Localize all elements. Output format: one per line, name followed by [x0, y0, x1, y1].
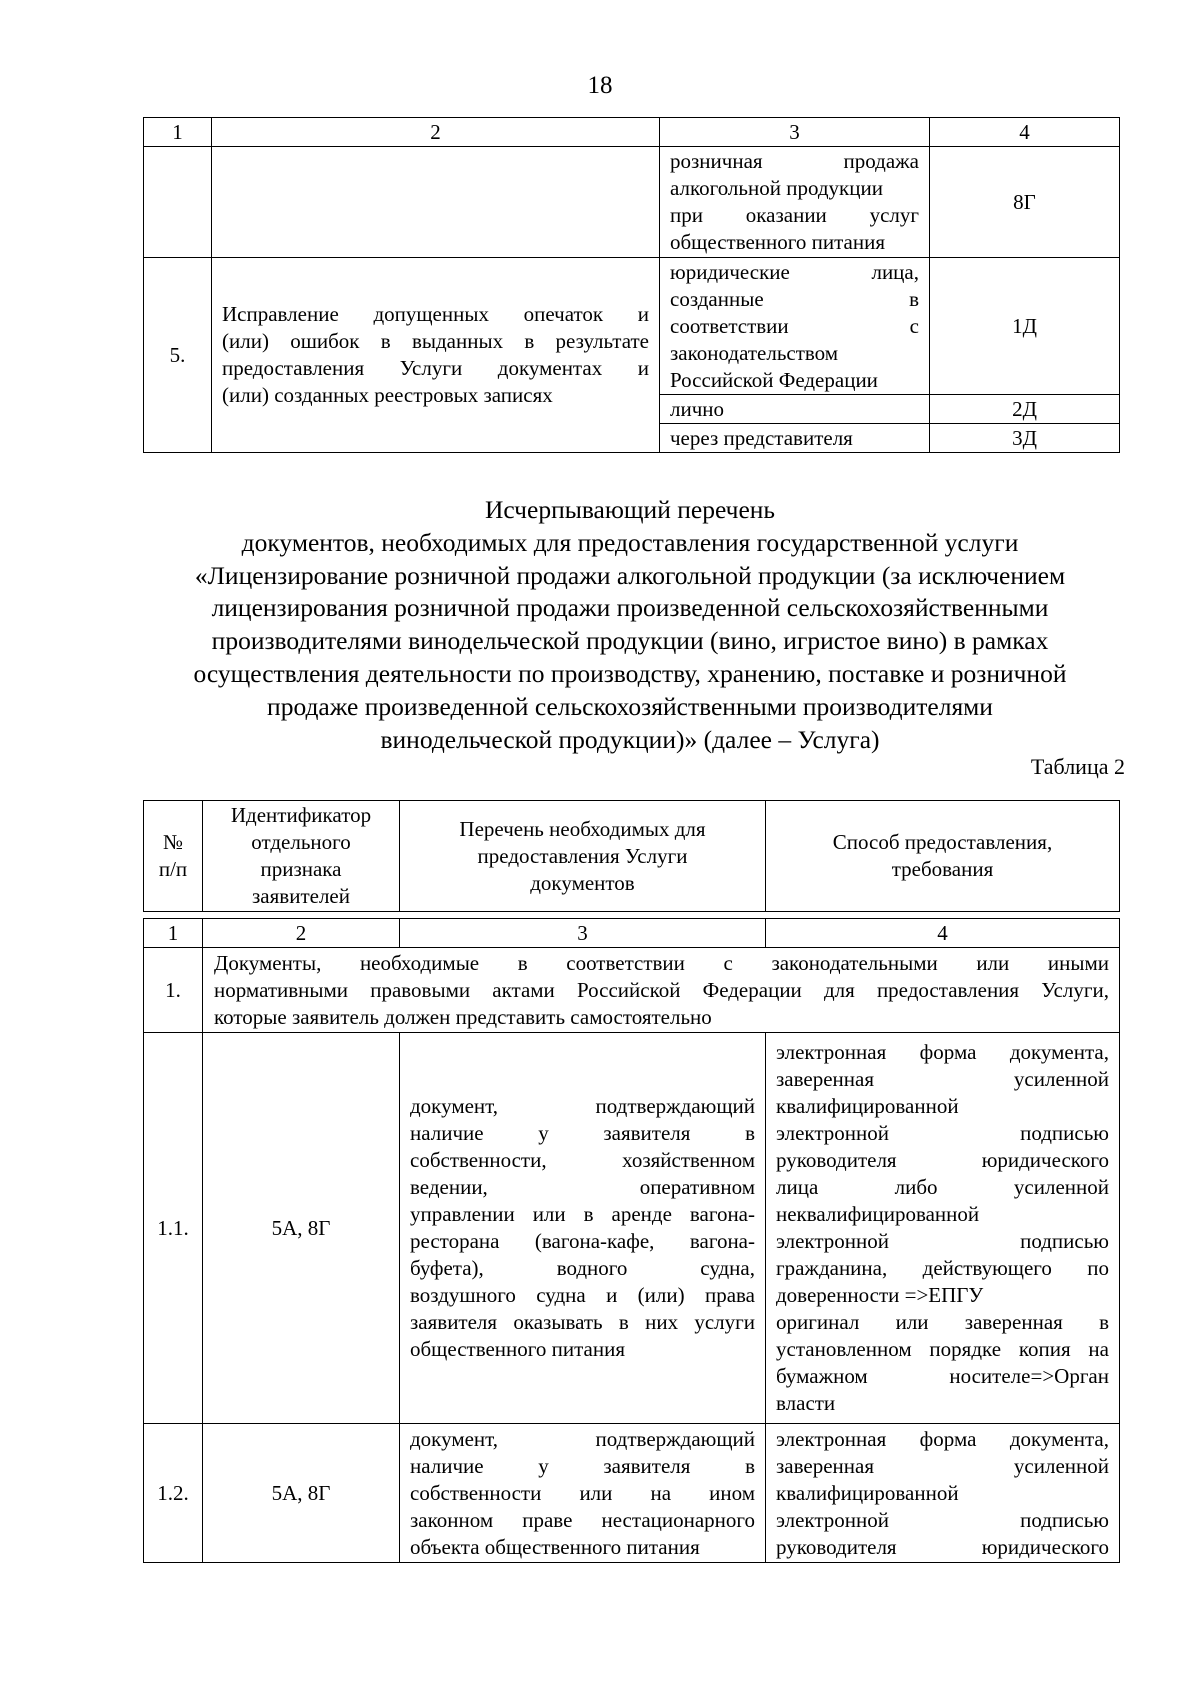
applicant-identifiers: 5А, 8Г — [203, 1033, 400, 1424]
text-line: оригинал или заверенная в — [776, 1310, 1109, 1334]
header-identifier — [203, 801, 400, 912]
column-number: 2 — [212, 118, 660, 147]
text-line: собственности, хозяйственном — [410, 1148, 755, 1172]
table-row — [144, 147, 1120, 258]
text-line: отдельного — [251, 830, 351, 854]
text-line: наличие у заявителя в — [410, 1453, 755, 1478]
text-line: ресторана (вагона-кафе, вагона- — [410, 1229, 755, 1253]
row-number: 1.1. — [144, 1033, 203, 1424]
row-name-empty — [212, 147, 660, 258]
text-line: п/п — [158, 857, 188, 881]
variant-code: 2Д — [930, 395, 1120, 424]
row-number: 1. — [144, 948, 203, 1033]
document-description — [400, 1424, 766, 1563]
service-result-name — [212, 258, 660, 453]
column-number: 1 — [144, 118, 212, 147]
page-number: 18 — [587, 72, 613, 99]
text-line: предоставления Услуги документах и — [222, 356, 649, 380]
text-line: электронной подписью — [776, 1229, 1109, 1253]
text-line: которые заявитель должен представить самостоятельно — [214, 1004, 712, 1029]
submission-method — [766, 1424, 1120, 1563]
text-line: руководителя юридического — [776, 1148, 1109, 1172]
text-line: заявителя оказывать в них услуги — [410, 1310, 755, 1334]
text-line: Исправление допущенных опечаток и — [222, 302, 649, 326]
text-line: Перечень необходимых для — [459, 816, 706, 841]
text-line: Документы, необходимые в соответствии с законодательными или иными — [214, 950, 1109, 975]
text-line: бумажном носителе=>Орган — [776, 1364, 1109, 1388]
text-line: воздушного судна и (или) права — [410, 1283, 755, 1307]
row-number-empty — [144, 147, 212, 258]
text-line: (или) ошибок в выданных в результате — [222, 329, 649, 353]
text-line: ведении, оперативном — [410, 1175, 755, 1199]
text-line: заверенная усиленной — [776, 1453, 1109, 1478]
table-header-row — [144, 801, 1120, 912]
text-line: квалифицированной — [776, 1480, 959, 1505]
text-line: Идентификатор — [230, 803, 372, 827]
text-line: наличие у заявителя в — [410, 1121, 755, 1145]
text-line: квалифицированной — [776, 1094, 959, 1118]
text-line: документ, подтверждающий — [410, 1426, 755, 1451]
text-line: № — [162, 830, 184, 854]
title-line: Исчерпывающий перечень — [484, 495, 776, 524]
text-line: (или) созданных реестровых записях — [222, 383, 553, 407]
applicant-identifiers: 5А, 8Г — [203, 1424, 400, 1563]
documents-table — [143, 800, 1120, 1563]
text-line: установленном порядке копия на — [776, 1337, 1109, 1361]
text-line: руководителя юридического — [776, 1534, 1109, 1559]
text-line: гражданина, действующего по — [776, 1256, 1109, 1280]
text-line: буфета), водного судна, — [410, 1256, 755, 1280]
variant-description: лично — [660, 395, 930, 424]
column-number: 4 — [766, 919, 1120, 948]
text-line: власти — [776, 1391, 836, 1415]
separator-cell — [400, 912, 766, 919]
variant-code: 1Д — [930, 258, 1120, 395]
applicant-variants-table — [143, 117, 1120, 453]
separator-cell — [766, 912, 1120, 919]
title-line: «Лицензирование розничной продажи алкогольной продукции (за исключением — [194, 560, 1066, 590]
section-description — [203, 948, 1120, 1033]
separator-cell — [144, 912, 203, 919]
text-line: созданные в — [670, 286, 919, 311]
text-line: Способ предоставления, — [832, 830, 1053, 854]
column-number: 3 — [400, 919, 766, 948]
text-line: общественного питания — [410, 1337, 625, 1361]
table-caption: Таблица 2 — [1030, 754, 1125, 779]
column-numbers-row — [144, 118, 1120, 147]
variant-description — [660, 147, 930, 258]
text-line: соответствии с — [670, 313, 919, 338]
text-line: электронной подписью — [776, 1507, 1109, 1532]
section-row — [144, 948, 1120, 1033]
text-line: объекта общественного питания — [410, 1534, 700, 1559]
table-row — [144, 258, 1120, 395]
text-line: собственности или на ином — [410, 1480, 755, 1505]
text-line: при оказании услуг — [670, 203, 919, 227]
document-description — [400, 1033, 766, 1424]
section-title — [130, 494, 1130, 756]
row-number: 1.2. — [144, 1424, 203, 1563]
text-line: общественного питания — [670, 230, 885, 254]
column-number: 3 — [660, 118, 930, 147]
table-row — [144, 1033, 1120, 1424]
submission-method — [766, 1033, 1120, 1424]
text-line: электронная форма документа, — [776, 1426, 1109, 1451]
text-line: заявителей — [252, 884, 350, 908]
text-line: розничная продажа — [670, 149, 919, 173]
text-line: Российской Федерации — [670, 367, 878, 392]
text-line: неквалифицированной — [776, 1202, 980, 1226]
header-number — [144, 801, 203, 912]
text-line: лица либо усиленной — [776, 1175, 1109, 1199]
text-line: заверенная усиленной — [776, 1067, 1109, 1091]
text-line: предоставления Услуги — [477, 843, 688, 868]
title-line: осуществления деятельности по производству, хранению, поставке и розничной — [193, 658, 1067, 688]
text-line: нормативными правовыми актами Российской Федерации для предоставления Услуги, — [214, 977, 1109, 1002]
column-number: 2 — [203, 919, 400, 948]
text-line: документов — [530, 870, 635, 895]
text-line: законодательством — [670, 340, 839, 365]
text-line: документ, подтверждающий — [410, 1094, 755, 1118]
title-line: лицензирования розничной продажи произведенной сельскохозяйственными — [211, 593, 1049, 623]
text-line: законном праве нестационарного — [410, 1507, 755, 1532]
header-method — [766, 801, 1120, 912]
separator-cell — [203, 912, 400, 919]
text-line: управлении или в аренде вагона- — [410, 1202, 755, 1226]
column-number: 1 — [144, 919, 203, 948]
text-line: алкогольной продукции — [670, 176, 883, 200]
header-documents — [400, 801, 766, 912]
title-line: винодельческой продукции)» (далее – Услуга) — [380, 724, 880, 754]
title-line: производителями винодельческой продукции (вино, игристое вино) в рамках — [211, 626, 1049, 656]
title-line: продаже произведенной сельскохозяйственными производителями — [267, 691, 993, 721]
variant-code: 8Г — [930, 147, 1120, 258]
text-line: требования — [891, 857, 994, 881]
table-row — [144, 1424, 1120, 1563]
variant-description: через представителя — [660, 424, 930, 453]
title-line: документов, необходимых для предоставления государственной услуги — [241, 527, 1019, 557]
text-line: юридические лица, — [670, 259, 919, 284]
variant-description — [660, 258, 930, 395]
text-line: признака — [260, 857, 342, 881]
text-line: электронная форма документа, — [776, 1040, 1109, 1064]
text-line: доверенности =>ЕПГУ — [776, 1283, 984, 1307]
text-line: электронной подписью — [776, 1121, 1109, 1145]
row-number: 5. — [144, 258, 212, 453]
header-separator — [144, 912, 1120, 919]
column-number: 4 — [930, 118, 1120, 147]
column-numbers-row — [144, 919, 1120, 948]
variant-code: 3Д — [930, 424, 1120, 453]
